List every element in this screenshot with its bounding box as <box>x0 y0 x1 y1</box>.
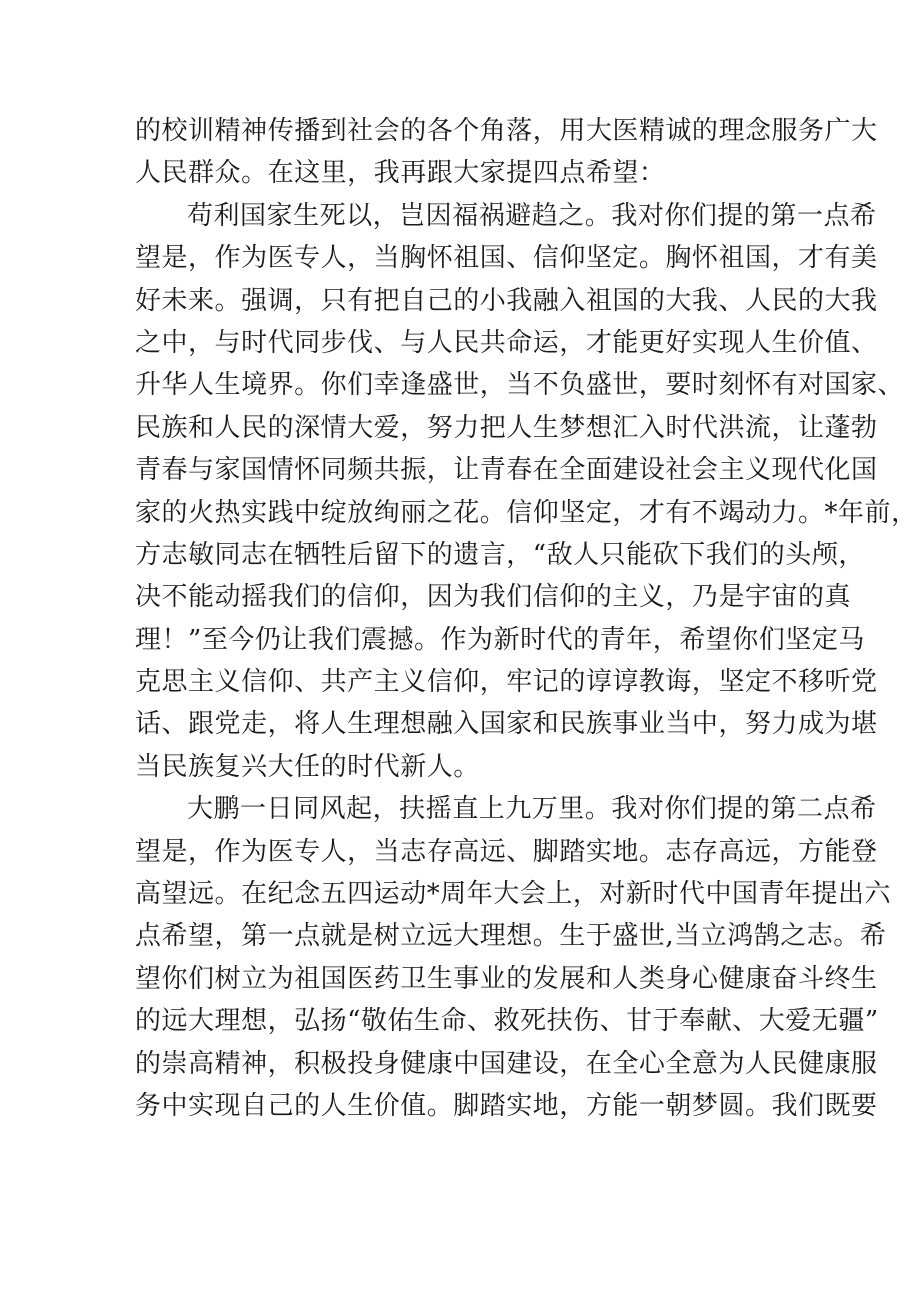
text-line: 理！”至今仍让我们震撼。作为新时代的青年，希望你们坚定马 <box>135 624 865 655</box>
text-line: 苟利国家生死以，岂因福祸避趋之。我对你们提的第一点希 <box>187 200 877 231</box>
text-line: 高望远。在纪念五四运动*周年大会上，对新时代中国青年提出六 <box>135 879 892 910</box>
text-line: 点希望，第一点就是树立远大理想。生于盛世,当立鸿鹄之志。希 <box>135 921 887 952</box>
text-line: 克思主义信仰、共产主义信仰，牢记的谆谆教诲，坚定不移听党 <box>135 667 878 698</box>
text-line: 的远大理想，弘扬“敬佑生命、救死扶伤、甘于奉献、大爱无疆” <box>135 1006 879 1037</box>
text-line: 升华人生境界。你们幸逢盛世，当不负盛世，要时刻怀有对国家、 <box>135 370 905 401</box>
text-line: 决不能动摇我们的信仰，因为我们信仰的主义，乃是宇宙的真 <box>135 582 852 613</box>
paragraph-2 <box>135 195 918 788</box>
text-line: 青春与家国情怀同频共振，让青春在全面建设社会主义现代化国 <box>135 455 878 486</box>
paragraph-1 <box>135 110 878 195</box>
paragraph-3 <box>135 788 892 1127</box>
text-line: 大鹏一日同风起，扶摇直上九万里。我对你们提的第二点希 <box>187 794 877 825</box>
text-line: 好未来。强调，只有把自己的小我融入祖国的大我、人民的大我 <box>135 285 878 316</box>
text-line: 务中实现自己的人生价值。脚踏实地，方能一朝梦圆。我们既要 <box>135 1090 878 1121</box>
text-line: 望是，作为医专人，当志存高远、脚踏实地。志存高远，方能登 <box>135 836 878 867</box>
text-line: 方志敏同志在牺牲后留下的遗言，“敌人只能砍下我们的头颅， <box>135 539 865 570</box>
text-line: 之中，与时代同步伐、与人民共命运，才能更好实现人生价值、 <box>135 327 878 358</box>
text-line: 人民群众。在这里，我再跟大家提四点希望： <box>135 158 666 189</box>
text-line: 家的火热实践中绽放绚丽之花。信仰坚定，才有不竭动力。*年前， <box>135 497 918 528</box>
document-body <box>135 110 918 1127</box>
text-line: 当民族复兴大任的时代新人。 <box>135 751 480 782</box>
text-line: 的校训精神传播到社会的各个角落，用大医精诚的理念服务广大 <box>135 116 878 146</box>
text-line: 望你们树立为祖国医药卫生事业的发展和人类身心健康奋斗终生 <box>135 963 878 994</box>
text-line: 的崇高精神，积极投身健康中国建设，在全心全意为人民健康服 <box>135 1048 878 1079</box>
text-line: 民族和人民的深情大爱，努力把人生梦想汇入时代洪流，让蓬勃 <box>135 412 878 443</box>
text-line: 望是，作为医专人，当胸怀祖国、信仰坚定。胸怀祖国，才有美 <box>135 243 878 274</box>
text-line: 话、跟党走，将人生理想融入国家和民族事业当中，努力成为堪 <box>135 709 878 740</box>
